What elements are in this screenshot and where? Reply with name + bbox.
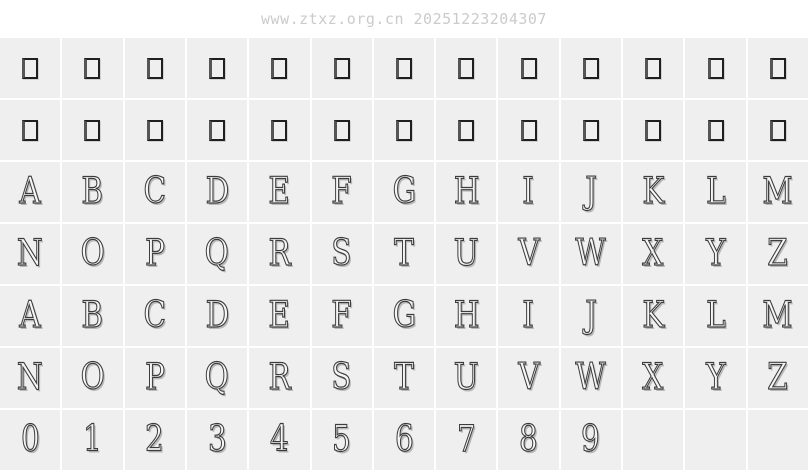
glyph-cell	[561, 162, 621, 222]
glyph-cell	[623, 286, 683, 346]
glyph-cell	[62, 224, 122, 284]
glyph-char-E: E	[268, 295, 291, 336]
glyph-char-N: N	[17, 357, 44, 398]
glyph-char-T: T	[394, 357, 414, 398]
missing-glyph-box	[209, 120, 225, 141]
glyph-char-P: P	[144, 357, 165, 398]
glyph-cell	[249, 224, 309, 284]
missing-glyph-box	[84, 120, 100, 141]
glyph-cell	[436, 286, 496, 346]
glyph-cell	[436, 162, 496, 222]
missing-glyph-box	[271, 120, 287, 141]
glyph-char-F: F	[331, 171, 352, 212]
missing-glyph-box	[583, 58, 599, 79]
glyph-cell	[748, 224, 808, 284]
glyph-cell	[748, 38, 808, 98]
missing-glyph-box	[271, 58, 287, 79]
glyph-char-D: D	[205, 171, 229, 212]
glyph-cell	[561, 224, 621, 284]
glyph-cell	[374, 410, 434, 470]
missing-glyph-box	[645, 58, 661, 79]
glyph-cell	[249, 410, 309, 470]
glyph-cell	[436, 224, 496, 284]
glyph-char-V: V	[517, 357, 540, 398]
missing-glyph-box	[583, 120, 599, 141]
glyph-cell	[561, 286, 621, 346]
missing-glyph-box	[708, 58, 724, 79]
glyph-char-A: A	[19, 171, 41, 212]
glyph-cell	[436, 100, 496, 160]
glyph-cell	[685, 410, 745, 470]
glyph-cell	[249, 348, 309, 408]
glyph-char-P: P	[144, 233, 165, 274]
glyph-cell	[312, 286, 372, 346]
missing-glyph-box	[396, 120, 412, 141]
glyph-cell	[685, 162, 745, 222]
glyph-cell	[125, 286, 185, 346]
glyph-cell	[685, 38, 745, 98]
glyph-char-O: O	[80, 357, 105, 398]
glyph-grid	[0, 38, 808, 470]
glyph-cell	[125, 38, 185, 98]
glyph-cell	[498, 162, 558, 222]
glyph-cell	[0, 348, 60, 408]
glyph-cell	[312, 38, 372, 98]
glyph-cell	[685, 348, 745, 408]
watermark-text: www.ztxz.org.cn 20251223204307	[261, 10, 547, 28]
glyph-char-1: 1	[83, 419, 102, 460]
glyph-cell	[498, 410, 558, 470]
glyph-char-I: I	[522, 295, 535, 336]
glyph-cell	[0, 100, 60, 160]
glyph-char-D: D	[205, 295, 229, 336]
glyph-char-8: 8	[519, 419, 539, 460]
glyph-cell	[0, 162, 60, 222]
missing-glyph-box	[334, 120, 350, 141]
glyph-cell	[685, 286, 745, 346]
glyph-cell	[125, 410, 185, 470]
glyph-cell	[623, 224, 683, 284]
missing-glyph-box	[770, 58, 786, 79]
glyph-cell	[623, 348, 683, 408]
glyph-cell	[125, 348, 185, 408]
glyph-char-L: L	[705, 171, 726, 212]
glyph-cell	[312, 100, 372, 160]
glyph-char-C: C	[143, 295, 167, 336]
glyph-cell	[623, 100, 683, 160]
glyph-cell	[187, 100, 247, 160]
glyph-char-B: B	[81, 295, 104, 336]
glyph-cell	[125, 162, 185, 222]
missing-glyph-box	[396, 58, 412, 79]
glyph-cell	[62, 286, 122, 346]
glyph-char-Y: Y	[705, 233, 726, 274]
glyph-cell	[498, 286, 558, 346]
glyph-cell	[312, 162, 372, 222]
glyph-char-U: U	[453, 357, 479, 398]
glyph-cell	[0, 224, 60, 284]
missing-glyph-box	[645, 120, 661, 141]
glyph-char-J: J	[584, 171, 597, 212]
glyph-char-L: L	[705, 295, 726, 336]
glyph-char-0: 0	[20, 419, 40, 460]
glyph-cell	[187, 224, 247, 284]
glyph-cell	[374, 286, 434, 346]
glyph-char-Y: Y	[705, 357, 726, 398]
glyph-char-7: 7	[456, 419, 476, 460]
glyph-char-K: K	[642, 295, 665, 336]
watermark-bar	[0, 0, 808, 38]
glyph-cell	[125, 224, 185, 284]
glyph-cell	[561, 100, 621, 160]
glyph-char-6: 6	[394, 419, 414, 460]
glyph-cell	[436, 410, 496, 470]
glyph-cell	[187, 348, 247, 408]
glyph-char-O: O	[80, 233, 105, 274]
glyph-cell	[312, 348, 372, 408]
glyph-char-R: R	[268, 357, 291, 398]
missing-glyph-box	[147, 58, 163, 79]
glyph-cell	[748, 100, 808, 160]
glyph-cell	[748, 162, 808, 222]
glyph-cell	[623, 38, 683, 98]
glyph-cell	[685, 224, 745, 284]
glyph-cell	[125, 100, 185, 160]
glyph-char-U: U	[453, 233, 479, 274]
glyph-cell	[249, 38, 309, 98]
glyph-char-X: X	[642, 357, 664, 398]
glyph-cell	[62, 162, 122, 222]
missing-glyph-box	[22, 58, 38, 79]
glyph-cell	[374, 100, 434, 160]
glyph-char-K: K	[642, 171, 665, 212]
glyph-cell	[374, 224, 434, 284]
glyph-cell	[623, 162, 683, 222]
glyph-cell	[561, 410, 621, 470]
glyph-cell	[62, 410, 122, 470]
glyph-char-M: M	[762, 295, 793, 336]
glyph-char-H: H	[453, 171, 480, 212]
glyph-char-H: H	[453, 295, 480, 336]
glyph-char-Q: Q	[204, 357, 230, 398]
glyph-char-W: W	[575, 233, 607, 274]
glyph-cell	[436, 38, 496, 98]
glyph-cell	[0, 410, 60, 470]
glyph-cell	[62, 348, 122, 408]
glyph-cell	[249, 286, 309, 346]
missing-glyph-box	[770, 120, 786, 141]
glyph-char-T: T	[394, 233, 414, 274]
missing-glyph-box	[458, 58, 474, 79]
glyph-char-G: G	[392, 171, 416, 212]
glyph-cell	[0, 286, 60, 346]
glyph-char-Q: Q	[204, 233, 230, 274]
glyph-char-I: I	[522, 171, 535, 212]
glyph-cell	[623, 410, 683, 470]
glyph-char-X: X	[642, 233, 664, 274]
missing-glyph-box	[84, 58, 100, 79]
glyph-char-9: 9	[581, 419, 601, 460]
glyph-char-R: R	[268, 233, 291, 274]
glyph-cell	[0, 38, 60, 98]
glyph-cell	[187, 286, 247, 346]
glyph-char-E: E	[268, 171, 291, 212]
missing-glyph-box	[521, 58, 537, 79]
glyph-cell	[498, 224, 558, 284]
glyph-char-V: V	[517, 233, 540, 274]
glyph-cell	[561, 38, 621, 98]
glyph-cell	[187, 410, 247, 470]
glyph-char-Z: Z	[767, 233, 789, 274]
glyph-cell	[249, 100, 309, 160]
glyph-cell	[748, 286, 808, 346]
glyph-char-S: S	[331, 233, 352, 274]
glyph-cell	[498, 38, 558, 98]
glyph-cell	[436, 348, 496, 408]
glyph-char-4: 4	[269, 419, 289, 460]
glyph-cell	[498, 100, 558, 160]
glyph-char-Z: Z	[767, 357, 789, 398]
glyph-char-W: W	[575, 357, 607, 398]
glyph-cell	[62, 100, 122, 160]
glyph-cell	[312, 224, 372, 284]
glyph-cell	[62, 38, 122, 98]
glyph-cell	[561, 348, 621, 408]
missing-glyph-box	[334, 58, 350, 79]
glyph-char-N: N	[17, 233, 44, 274]
missing-glyph-box	[521, 120, 537, 141]
glyph-cell	[187, 38, 247, 98]
glyph-cell	[748, 348, 808, 408]
glyph-cell	[249, 162, 309, 222]
missing-glyph-box	[22, 120, 38, 141]
glyph-char-5: 5	[332, 419, 352, 460]
glyph-char-3: 3	[207, 419, 227, 460]
glyph-cell	[685, 100, 745, 160]
missing-glyph-box	[708, 120, 724, 141]
glyph-char-B: B	[81, 171, 104, 212]
missing-glyph-box	[209, 58, 225, 79]
glyph-cell	[498, 348, 558, 408]
missing-glyph-box	[147, 120, 163, 141]
glyph-cell	[187, 162, 247, 222]
glyph-char-G: G	[392, 295, 416, 336]
glyph-char-A: A	[19, 295, 41, 336]
glyph-cell	[374, 348, 434, 408]
missing-glyph-box	[458, 120, 474, 141]
glyph-char-2: 2	[145, 419, 165, 460]
glyph-char-F: F	[331, 295, 352, 336]
glyph-char-M: M	[762, 171, 793, 212]
glyph-char-J: J	[584, 295, 597, 336]
glyph-cell	[374, 38, 434, 98]
glyph-char-C: C	[143, 171, 167, 212]
glyph-char-S: S	[331, 357, 352, 398]
glyph-cell	[748, 410, 808, 470]
glyph-cell	[312, 410, 372, 470]
glyph-cell	[374, 162, 434, 222]
